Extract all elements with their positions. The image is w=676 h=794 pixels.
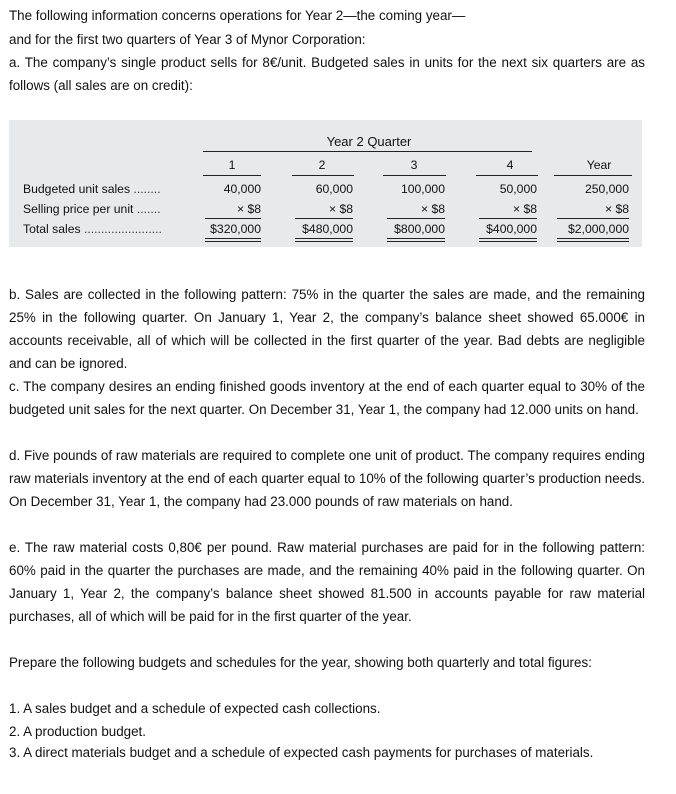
col-header-2: 2 — [318, 158, 326, 172]
col-header-1: 1 — [228, 158, 236, 172]
row-label-total-sales: Total sales ....................... — [23, 222, 162, 236]
item-c: c. The company desires an ending finished goods inventory at the end of each quarter equal to 30% of the budgeted unit sales for the next quarter. On December 31, Year 1, the company had 12.000 units on hand. — [9, 379, 645, 417]
requirement-2: 2. A production budget. — [9, 724, 146, 739]
cell-r2-q2: × $8 — [328, 202, 353, 216]
sales-table — [9, 120, 642, 247]
cell-r3-q2: $480,000 — [302, 222, 353, 236]
row-label-selling-price: Selling price per unit ....... — [23, 202, 161, 216]
row-label-budgeted-unit-sales: Budgeted unit sales ........ — [23, 182, 161, 196]
cell-r1-q3: 100,000 — [400, 182, 445, 196]
cell-r1-q4: 50,000 — [499, 182, 537, 196]
intro-line-2: and for the first two quarters of Year 3 of Mynor Corporation: — [9, 32, 366, 47]
cell-r2-year: × $8 — [604, 202, 629, 216]
item-e: e. The raw material costs 0,80€ per pound. Raw material purchases are paid for in the following pattern: 60% paid in the quarter the purchases are made, and the remaining 40% paid in the following quarter. On January 1, Year 2, the company’s balance sheet showed 81.500 in accounts payable for raw material purchases, all of which will be paid for in the first quarter of the year. — [9, 540, 645, 624]
cell-r1-q2: 60,000 — [315, 182, 353, 196]
col-header-3: 3 — [410, 158, 418, 172]
requirement-3: 3. A direct materials budget and a schedule of expected cash payments for purchases of materials. — [9, 745, 594, 760]
cell-r2-q3: × $8 — [420, 202, 445, 216]
cell-r1-q1: 40,000 — [223, 182, 261, 196]
group-header-rule — [203, 151, 532, 152]
cell-r3-q1: $320,000 — [210, 222, 261, 236]
item-b: b. Sales are collected in the following pattern: 75% in the quarter the sales are made, and the remaining 25% in the following quarter. On January 1, Year 2, the company’s balance sheet showed 65.000€ in accounts receivable, all of which will be collected in the first quarter of the year. Bad debts are negligible and can be ignored. — [9, 287, 645, 371]
prepare-instruction: Prepare the following budgets and schedules for the year, showing both quarterly and total figures: — [9, 655, 592, 670]
requirement-1: 1. A sales budget and a schedule of expected cash collections. — [9, 701, 381, 716]
cell-r3-q4: $400,000 — [486, 222, 537, 236]
intro-line-1: The following information concerns operations for Year 2—the coming year— — [9, 8, 466, 23]
col-header-year: Year — [586, 158, 612, 172]
group-header: Year 2 Quarter — [326, 134, 412, 149]
item-d: d. Five pounds of raw materials are required to complete one unit of product. The company requires ending raw materials inventory at the end of each quarter equal to 10% of the following quarter’s production needs. On December 31, Year 1, the company had 23.000 pounds of raw materials on hand. — [9, 448, 645, 509]
cell-r1-year: 250,000 — [584, 182, 629, 196]
cell-r2-q1: × $8 — [236, 202, 261, 216]
cell-r3-year: $2,000,000 — [568, 222, 629, 236]
cell-r3-q3: $800,000 — [394, 222, 445, 236]
cell-r2-q4: × $8 — [512, 202, 537, 216]
col-header-4: 4 — [506, 158, 514, 172]
item-a: a. The company’s single product sells for 8€/unit. Budgeted sales in units for the next six quarters are as follows (all sales are on credit): — [9, 55, 645, 93]
